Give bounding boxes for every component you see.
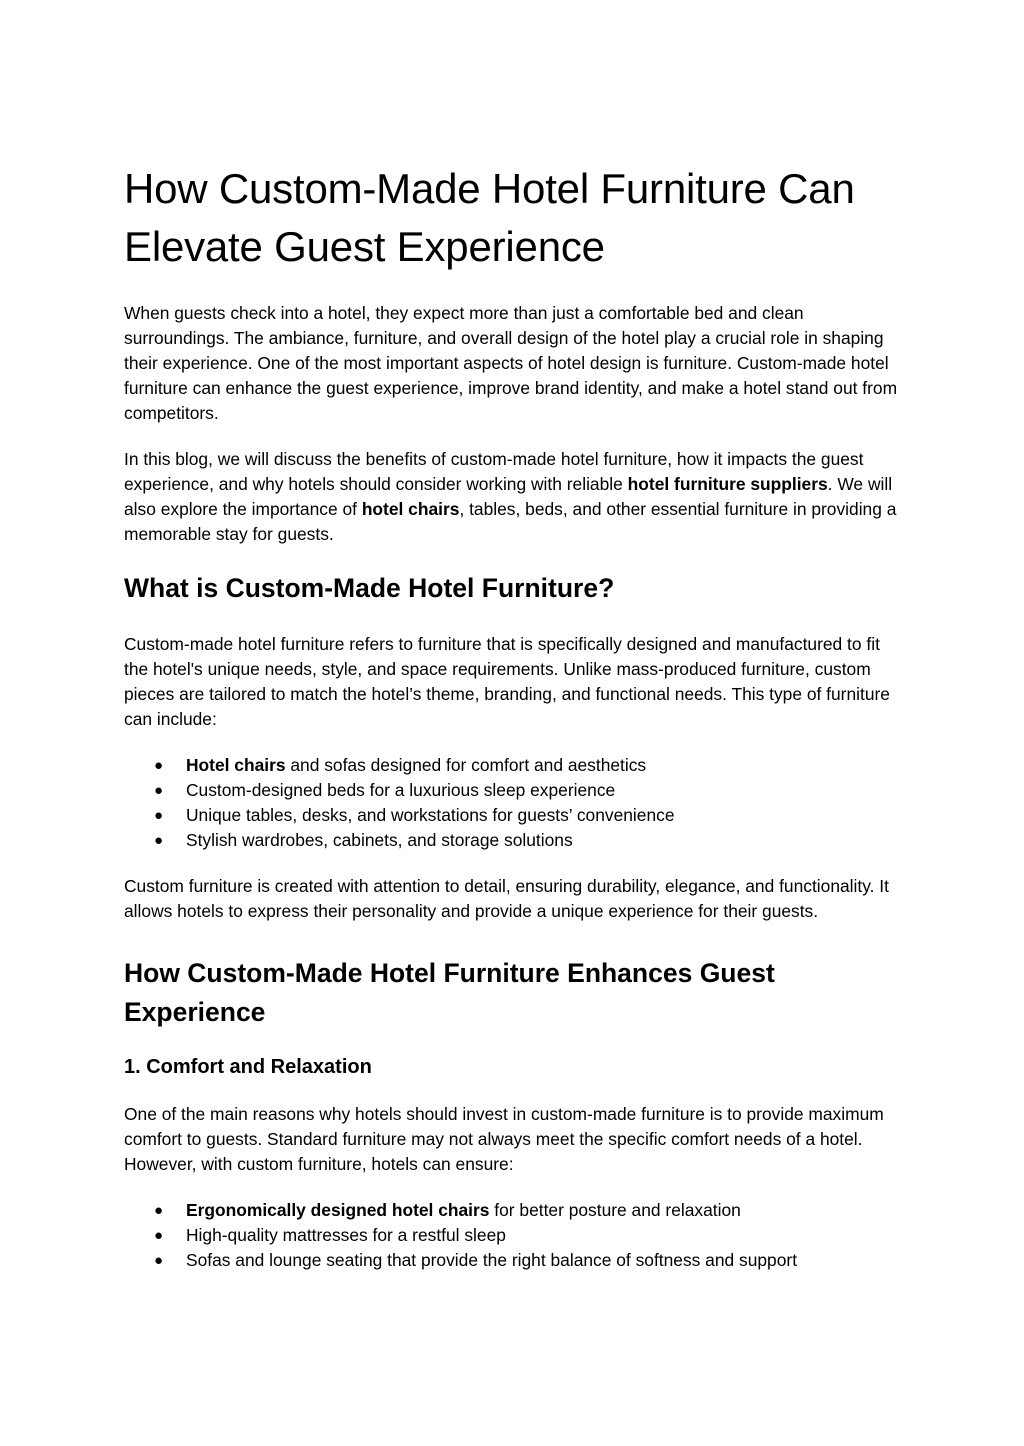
list-item bbox=[124, 778, 904, 803]
section-heading-enhances: How Custom-Made Hotel Furniture Enhances Guest Experience bbox=[124, 958, 775, 1027]
bullet-icon: ● bbox=[154, 1227, 164, 1244]
bullet-icon: ● bbox=[154, 832, 164, 849]
intro-paragraph-1: When guests check into a hotel, they expect more than just a comfortable bed and clean surroundings. The ambiance, furniture, and overall design of the hotel play a crucial role in shaping their experience. One of the most important aspects of hotel design is furniture. Custom-made hotel furniture can enhance the guest experience, improve brand identity, and make a hotel stand out from competitors. bbox=[124, 303, 898, 423]
bullet-icon: ● bbox=[154, 757, 164, 774]
list-item-text: Sofas and lounge seating that provide the right balance of softness and support bbox=[186, 1250, 798, 1270]
list-item-bold: Ergonomically designed hotel chairs bbox=[186, 1200, 490, 1220]
bullet-icon: ● bbox=[154, 1202, 164, 1219]
list-item-text: Custom-designed beds for a luxurious sleep experience bbox=[186, 780, 616, 800]
subsection-heading-comfort: 1. Comfort and Relaxation bbox=[124, 1056, 372, 1078]
section1-list bbox=[124, 753, 904, 853]
list-item-text: Unique tables, desks, and workstations for guests’ convenience bbox=[186, 805, 675, 825]
list-item-text: Stylish wardrobes, cabinets, and storage solutions bbox=[186, 830, 573, 850]
list-item-text: High-quality mattresses for a restful sleep bbox=[186, 1225, 506, 1245]
list-item bbox=[124, 1223, 904, 1248]
list-item-text: and sofas designed for comfort and aesthetics bbox=[285, 755, 647, 775]
page-title: How Custom-Made Hotel Furniture Can Elevate Guest Experience bbox=[124, 165, 855, 270]
section-heading-what-is: What is Custom-Made Hotel Furniture? bbox=[124, 573, 615, 603]
bullet-icon: ● bbox=[154, 807, 164, 824]
section1-paragraph-2: Custom furniture is created with attention to detail, ensuring durability, elegance, and functionality. It allows hotels to express their personality and provide a unique experience for their guests. bbox=[124, 876, 889, 921]
section2-paragraph-1: One of the main reasons why hotels should invest in custom-made furniture is to provide maximum comfort to guests. Standard furniture may not always meet the specific comfort needs of a hotel. However, with custom furniture, hotels can ensure: bbox=[124, 1104, 884, 1174]
list-item bbox=[124, 803, 904, 828]
intro-paragraph-2 bbox=[124, 447, 904, 547]
list-item bbox=[124, 1248, 904, 1273]
list-item bbox=[124, 828, 904, 853]
intro-p2-text-2: . We will also explore the importance of bbox=[124, 474, 893, 519]
section1-paragraph-1: Custom-made hotel furniture refers to furniture that is specifically designed and manufactured to fit the hotel's unique needs, style, and space requirements. Unlike mass-produced furniture, custom pieces are tailored to match the hotel’s theme, branding, and functional needs. This type of furniture can include: bbox=[124, 634, 890, 729]
intro-p2-text-1: In this blog, we will discuss the benefits of custom-made hotel furniture, how it impacts the guest experience, and why hotels should consider working with reliable bbox=[124, 449, 864, 494]
intro-p2-text-3: , tables, beds, and other essential furniture in providing a memorable stay for guests. bbox=[124, 499, 897, 544]
bullet-icon: ● bbox=[154, 1252, 164, 1269]
document-page bbox=[124, 160, 904, 1294]
bullet-icon: ● bbox=[154, 782, 164, 799]
list-item bbox=[124, 753, 904, 778]
section2-list bbox=[124, 1198, 904, 1273]
list-item-text: for better posture and relaxation bbox=[489, 1200, 741, 1220]
list-item bbox=[124, 1198, 904, 1223]
link-hotel-chairs: hotel chairs bbox=[361, 499, 460, 519]
link-hotel-furniture-suppliers: hotel furniture suppliers bbox=[627, 474, 828, 494]
list-item-bold: Hotel chairs bbox=[186, 755, 286, 775]
